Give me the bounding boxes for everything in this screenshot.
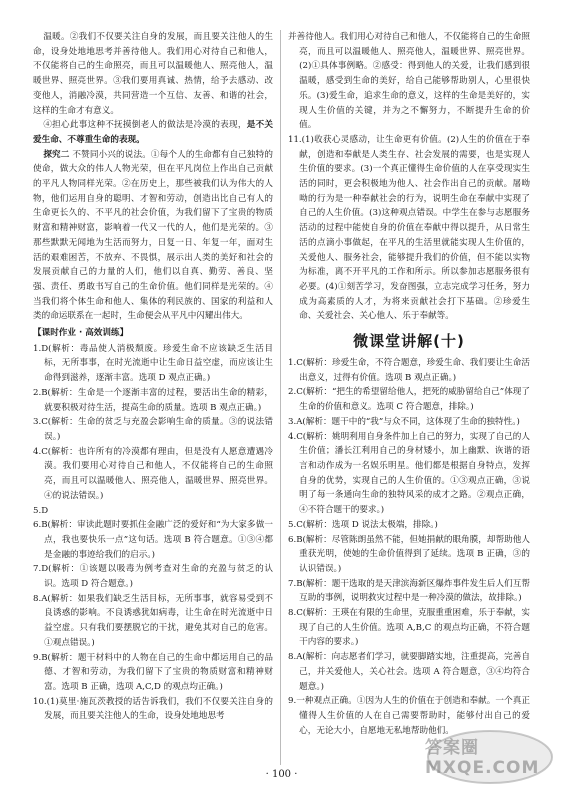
answer-item: 3.A(解析：题干中的“我”与众不同，这体现了生命的独特性。) — [288, 416, 520, 427]
answer-item: 5.C(解析：选项 D 说法太极端，排除。) — [288, 519, 438, 530]
watermark-logo — [425, 728, 555, 786]
inquiry-label: 探究二 — [43, 149, 70, 160]
answer-item: 并善待他人。我们用心对待自己和他人，不仅能将自己的生命照亮，而且可以温暖他人、照亮他人，温暖世界、照亮世界。(2)①具体事例略。②感受：得到他人的关爱，让我们感到很温暖，感受到生命的美好，给自己能够帮助别人，心里很快乐。(3)爱生命，追求生命的意义，这样的生命是美好的，实现人生价值的关键，并为之不懈努力，不断提升生命的价值。 — [288, 32, 530, 131]
answer-item: 4.C(解析：也许所有的冷漠都有理由，但是没有人愿意遭遇冷漠。我们要用心对待自己和他人，不仅能将自己的生命照亮，而且可以温暖他人、照亮他人，温暖世界、照亮世界。④的说法错误。) — [33, 446, 273, 501]
answer-item: 8.C(解析：王瑛在有限的生命里，克服重重困难，乐于奉献，实现了自己的人生价值。选项 A,B,C 的观点均正确，不符合题干内容的要求。) — [288, 608, 530, 648]
answer-item: 2.C(解析：“把生的希望留给他人，把死的威胁留给自己”体现了生命的价值和意义。选项 C 符合题意，排除。) — [288, 387, 530, 413]
emphasis-text: 是不关爱生命、不尊重生命的表现。 — [33, 120, 273, 145]
answer-item: 1.D(解析：毒品使人消极颓废。珍爱生命不应该缺乏生活目标，无所事事，在时光流逝中让生命日益空虚，而应该让生命得到滋养，逐渐丰富。选项 D 观点正确。) — [33, 343, 273, 384]
left-column — [33, 30, 273, 724]
column-divider — [280, 30, 281, 765]
answer-item: 9.B(解析：题干材料中的人物在自己的生命中都运用自己的品德、才智和劳动，为我们留下了宝贵的物质财富和精神财富。选项 B 正确，选项 A,C,D 的观点均正确。) — [33, 652, 273, 692]
answer-item: 1.C(解析：珍爱生命，不符合题意，珍爱生命、我们要让生命活出意义，过得有价值。选项 B 观点正确。) — [288, 358, 530, 383]
paragraph-text: ④担心此事这种不抚摸倒老人的做法是冷漠的表现， — [43, 120, 247, 131]
watermark-text: 答案圈 MXQE.COM — [425, 738, 540, 778]
answer-item: 2.B(解析：生命是一个逐渐丰富的过程，要活出生命的精彩，就要积极对待生活，提高生命的质量。选项 B 观点正确。) — [33, 387, 273, 413]
answer-item: 7.B(解析：题干选取的是天津滨海新区爆炸事件发生后人们互帮互助的事例，说明救灾过程中是一种冷漠的做法，故排除。) — [288, 578, 530, 604]
answer-item: 5.D — [33, 505, 49, 516]
answer-item: 10.(1)莫里·施瓦茨教授的话告诉我们，我们不仅要关注自身的发展，而且要关注他人的生命，设身处地地思考 — [33, 696, 273, 722]
lecture-title: 微课堂讲解(十) — [353, 332, 465, 351]
answer-item: 8.A(解析：向志愿者们学习，就要脚踏实地，注重提高，完善自己，并关爱他人，关心社会。选项 A 符合题意，③④均符合题意。) — [288, 652, 530, 692]
paragraph: 温暖。②我们不仅要关注自身的发展，而且要关注他人的生命，设身处地地思考并善待他人。我们用心对待自己和他人，不仅能将自己的生命照亮，而且可以温暖他人、照亮他人，温暖世界、照亮世界。③我们要用真诚、热情，给予去感动、改变他人，消融冷漠，共同营造一个互信、友善、和谐的社会，这样的生命才有意义。 — [33, 32, 273, 116]
answer-item: 6.B(解析：尽管陈朗虽然不能，但她捐献的眼角膜，却帮助他人重获光明，使她的生命价值得到了延续。选项 B 正确，③的认识错误。) — [288, 534, 530, 574]
right-column — [288, 30, 530, 738]
answer-item: 4.C(解析：姚明利用自身条件加上自己的努力，实现了自己的人生价值；潘长江利用自己的身材矮小，加上幽默、诙谐的语言和动作成为一名娱乐明星。他们都是根据自身特点，发挥自身的优势，实现自己的人生价值的。①③观点正确，③说明了每一条通向生命的独特风采的成才之路。②观点正确，④不符合题干的要求。) — [288, 431, 530, 516]
paragraph-text: 不赞同小兴的说法。①每个人的生命都有自己独特的使命，做大众的伟人人物光荣，但在平凡岗位上作出自己贡献的平凡人物同样光荣。②在历史上，那些被我们认为伟大的人物，他们运用自身的聪明、才智和劳动，创造出比自己有人的生命更长久的、不平凡的社会价值，为我们留下了宝贵的物质财富和精神财富，影响着一代又一代的人，他们是光荣的。③那些默默无闻地为生活而努力，日复一日、年复一年，面对生活的艰难困苦，不放弃、不畏惧，展示出人类的美好和社会的发展贡献自己的力量的人们，他们以自真、勤劳、善良、坚强、责任、勇敢书写自己的生命价值。他们同样是光荣的。④当我们将个体生命和他人、集体的利民族的、国家的利益和人类的命运联系在一起时，生命便会从平凡中闪耀出伟大。 — [33, 149, 273, 322]
answer-item: 3.C(解析：生命的贫乏与充盈会影响生命的质量。③的说法错误。) — [33, 417, 273, 442]
answer-item: 6.B(解析：审读此题时要抓住金融广泛的爱好和“为大家多做一点，我也要快乐一点”这句话。选项 B 符合题意。①③④都是金融的事迹给我们的启示。) — [33, 520, 273, 560]
paragraph — [33, 148, 273, 324]
section-heading: 【课时作业 · 高效训练】 — [33, 328, 129, 339]
paragraph — [33, 118, 273, 147]
page-number: · 100 · — [265, 769, 298, 780]
answer-item: 9.一种观点正确。①因为人生的价值在于创造和奉献。一个真正懂得人生价值的人在自己需要帮助时，能够付出自己的爱心，无论大小，自愿地无私地帮助他们。 — [288, 696, 530, 736]
answer-item: 7.D(解析：①该题以吸毒为例考查对生命的充盈与贫乏的认识。选项 D 符合题意。) — [33, 564, 273, 590]
answer-item: 11.(1)收获心灵感动，让生命更有价值。(2)人生的价值在于奉献，创造和奉献是人类生存、社会发展的需要，也是实现人生价值的要求。(3)一个真正懂得生命价值的人在享受现实生活的同时，更会积极地为他人、社会作出自己的贡献。屠呦呦的行为是一种奉献社会的行为，说明生命在奉献中实现了自己的人生价值。(3)这种观点错误。中学生在参与志愿服务活动的过程中能使自身的价值在奉献中得以提升，从日常生活的点滴小事做起，在平凡的生活里就能实现人生价值的，关爱他人、服务社会，能够提升我们的价值，但不能以实物为标准，离不开平凡的工作和所示。所以参加志愿服务很有必要。(4)①刻苦学习，发奋图强，立志完成学习任务，努力成为高素质的人才，为将来贡献社会打下基础。②珍爱生命、关爱社会、关心他人、乐于奉献等。 — [288, 134, 530, 322]
answer-item: 8.A(解析：如果我们缺乏生活目标，无所事事，就容易受到不良诱惑的影响。不良诱惑犹如病毒，让生命在时光流逝中日益空虚。只有我们要摆脱它的干扰，避免其对自己的危害。①观点错误。) — [33, 593, 273, 648]
